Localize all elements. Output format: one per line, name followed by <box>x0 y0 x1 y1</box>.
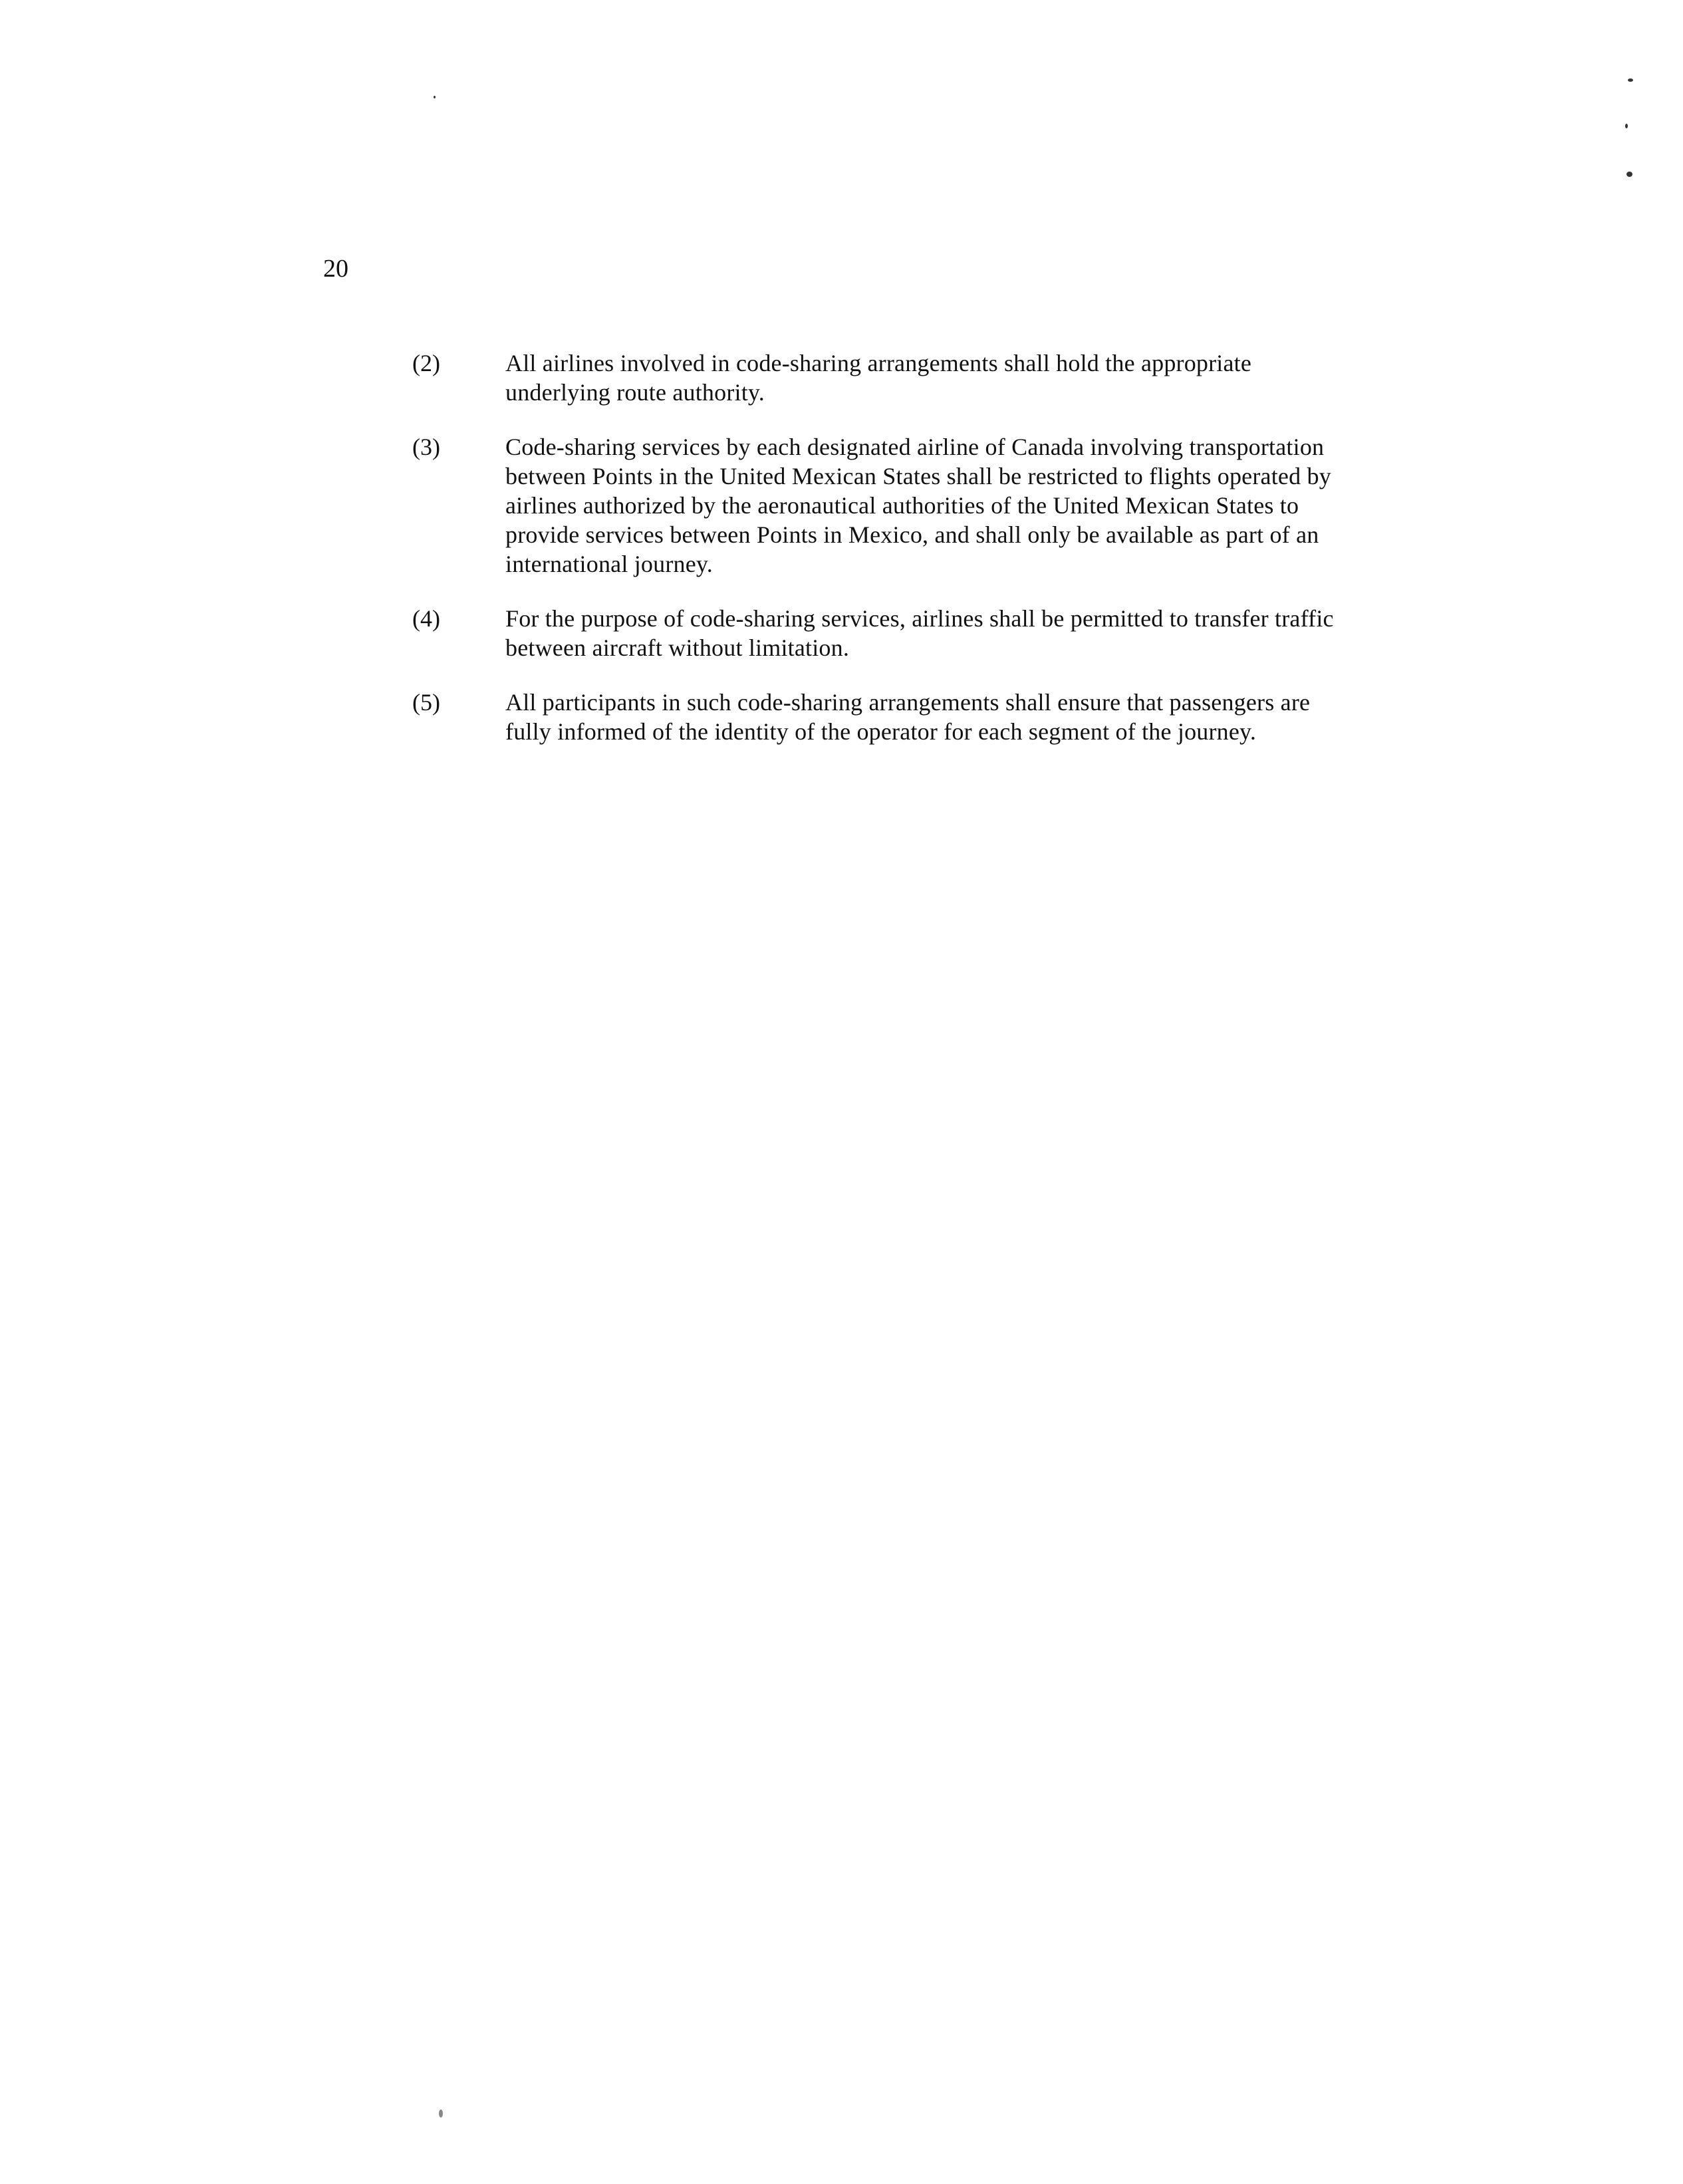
clause-text: All airlines involved in code-sharing arrangements shall hold the appropriate underlying route authority. <box>505 350 1252 406</box>
page-number: 20 <box>323 255 348 283</box>
clause-number: (5) <box>412 689 440 716</box>
clause-number: (4) <box>412 605 440 632</box>
clause-3 <box>412 432 1357 579</box>
scan-speck <box>1626 172 1632 177</box>
clause-text: For the purpose of code-sharing services, airlines shall be permitted to transfer traffic between aircraft without limitation. <box>505 605 1334 661</box>
clause-list <box>412 348 1357 746</box>
clause-text: All participants in such code-sharing arrangements shall ensure that passengers are fully informed of the identity of the operator for each segment of the journey. <box>505 689 1311 745</box>
clause-5 <box>412 688 1357 746</box>
scan-speck <box>434 96 436 98</box>
clause-2 <box>412 348 1357 407</box>
scan-speck <box>1628 78 1633 82</box>
clause-number: (3) <box>412 434 440 460</box>
clause-text: Code-sharing services by each designated airline of Canada involving transportation between Points in the United Mexican States shall be restricted to flights operated by airlines authorized by the aeronautical authorities of the United Mexican States to provide services between Points in Mexico, and shall only be available as part of an international journey. <box>505 434 1331 577</box>
clause-4 <box>412 604 1357 662</box>
scan-speck <box>1625 124 1628 128</box>
scan-speck <box>439 2110 443 2117</box>
clause-number: (2) <box>412 350 440 376</box>
